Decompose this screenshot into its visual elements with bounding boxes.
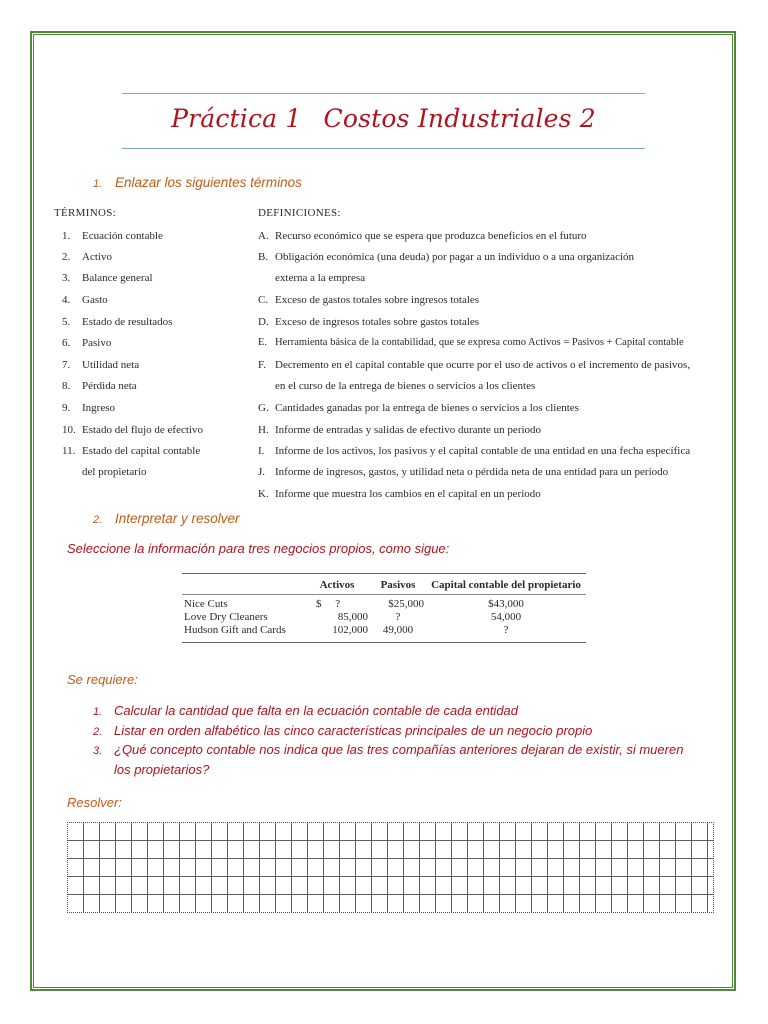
definition-continuation: externa a la empresa — [275, 272, 366, 284]
term-item: 6. Pasivo — [62, 337, 112, 349]
definition-item: B. Obligación económica (una deuda) por pagar a un individuo o a una organización — [258, 251, 635, 263]
term-item: 10. Estado del flujo de efectivo — [62, 424, 203, 436]
table-header-cell: Capital contable del propietario — [426, 574, 586, 595]
term-item: 7. Utilidad neta — [62, 359, 140, 371]
term-item-continuation: del propietario — [82, 466, 147, 478]
table-header-cell — [182, 574, 304, 595]
term-item: 2. Activo — [62, 251, 112, 263]
table-cell: Love Dry Cleaners — [184, 611, 268, 623]
business-table — [182, 573, 586, 643]
definitions-header: DEFINICIONES: — [258, 207, 341, 219]
term-item: 8. Pérdida neta — [62, 380, 137, 392]
answer-grid[interactable] — [67, 822, 714, 913]
definition-item: A. Recurso económico que se espera que produzca beneficios en el futuro — [258, 230, 587, 242]
table-cell: Hudson Gift and Cards — [184, 624, 286, 636]
terms-header: TÉRMINOS: — [54, 207, 116, 219]
section-1-heading — [93, 175, 302, 190]
table-cell: ? — [503, 624, 509, 636]
table-cell: 49,000 — [382, 624, 414, 636]
section-1-label: Enlazar los siguientes términos — [115, 175, 302, 190]
requirement-item: 1. Calcular la cantidad que falta en la ecuación contable de cada entidad — [93, 703, 519, 718]
table-header-row — [182, 574, 586, 595]
section-1-number: 1. — [93, 178, 103, 190]
definition-item: F. Decremento en el capital contable que ocurre por el uso de activos o el incremento de pasivos, — [258, 359, 691, 371]
table-row — [182, 624, 586, 643]
page-title — [122, 104, 645, 133]
table-cell: ? — [395, 611, 401, 623]
term-item: 4. Gasto — [62, 294, 108, 306]
title-top-rule — [122, 93, 645, 94]
instruction-text: Seleccione la información para tres negocios propios, como sigue: — [67, 541, 450, 556]
definition-item: C. Exceso de gastos totales sobre ingresos totales — [258, 294, 480, 306]
requirement-continuation: los propietarios? — [114, 762, 210, 777]
term-item: 9. Ingreso — [62, 402, 115, 414]
definition-item: E. Herramienta básica de la contabilidad, que se expresa como Activos = Pasivos + Capital contable — [258, 337, 684, 348]
definition-item: I. Informe de los activos, los pasivos y el capital contable de una entidad en una fecha específica — [258, 445, 691, 457]
table-cell: Nice Cuts — [184, 598, 228, 610]
requirement-item: 3. ¿Qué concepto contable nos indica que las tres compañías anteriores dejaran de existir, si mueren — [93, 742, 684, 757]
definition-continuation: en el curso de la entrega de bienes o servicios a los clientes — [275, 380, 536, 392]
table-cell: 102,000 — [332, 624, 368, 636]
table-cell: 85,000 — [337, 611, 368, 623]
se-requiere-heading: Se requiere: — [67, 672, 138, 687]
table-header-cell: Activos — [304, 574, 370, 595]
table-cell: $25,000 — [388, 598, 424, 610]
section-2-number: 2. — [93, 514, 103, 526]
table-cell: $43,000 — [488, 598, 524, 610]
definition-item: D. Exceso de ingresos totales sobre gastos totales — [258, 316, 480, 328]
resolver-heading: Resolver: — [67, 795, 122, 810]
table-cell: $ ? — [316, 598, 341, 610]
table-row — [182, 595, 586, 612]
term-item: 1. Ecuación contable — [62, 230, 163, 242]
definition-item: H. Informe de entradas y salidas de efectivo durante un periodo — [258, 424, 542, 436]
section-2-label: Interpretar y resolver — [115, 511, 240, 526]
definition-item: J. Informe de ingresos, gastos, y utilidad neta o pérdida neta de una entidad para un periodo — [258, 466, 669, 478]
section-2-heading — [93, 511, 240, 526]
title-bottom-rule — [122, 148, 645, 149]
table-header-cell: Pasivos — [370, 574, 426, 595]
definition-item: G. Cantidades ganadas por la entrega de bienes o servicios a los clientes — [258, 402, 579, 414]
table-cell: 54,000 — [490, 611, 522, 623]
table-row — [182, 611, 586, 624]
term-item: 11. Estado del capital contable — [62, 445, 201, 457]
requirement-item: 2. Listar en orden alfabético las cinco características principales de un negocio propio — [93, 723, 593, 738]
term-item: 3. Balance general — [62, 272, 153, 284]
term-item: 5. Estado de resultados — [62, 316, 173, 328]
title-practice: Práctica 1 — [171, 104, 302, 133]
title-course: Costos Industriales 2 — [323, 104, 596, 133]
definition-item: K. Informe que muestra los cambios en el capital en un periodo — [258, 488, 541, 500]
